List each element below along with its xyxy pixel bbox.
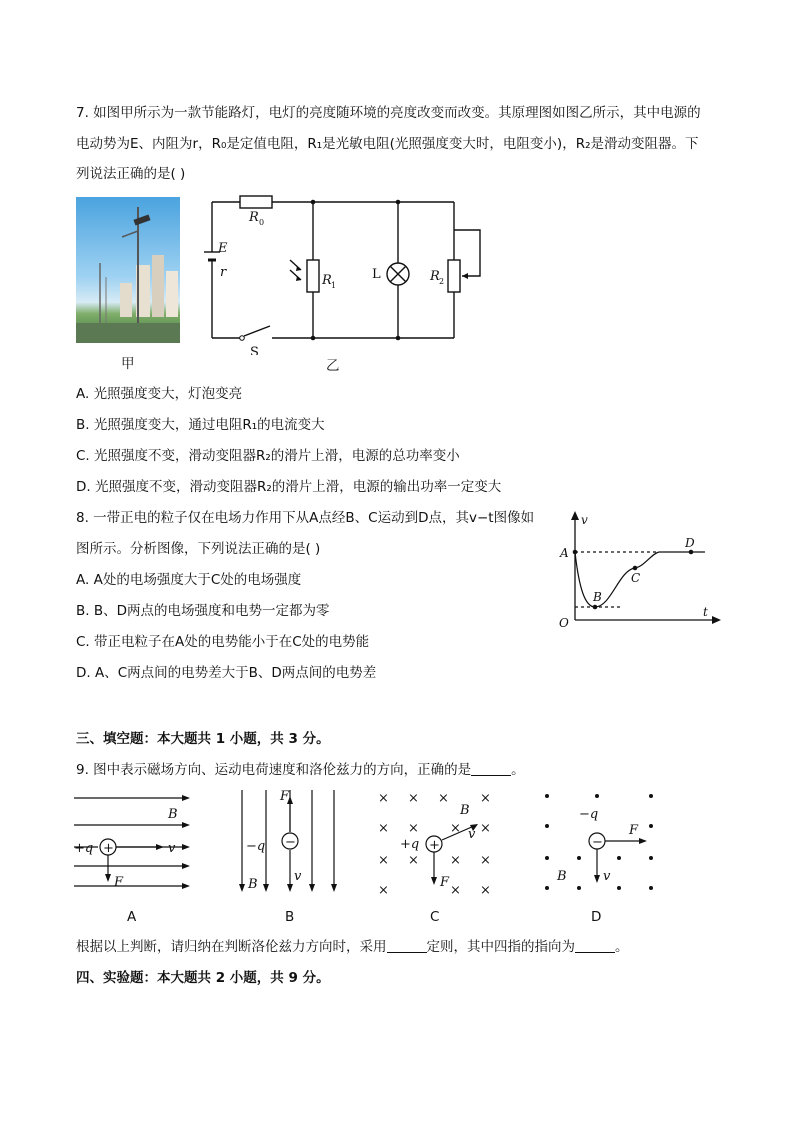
graph-point-a: A [560,546,569,560]
svg-text:×: × [408,821,419,836]
section-3-heading: 三、填空题：本大题共 1 小题，共 3 分。 [76,731,330,747]
r1-label: R [322,273,332,288]
graph-point-d: D [685,536,695,550]
q8-option-c: C. 带正电粒子在A处的电势能小于在C处的电势能 [76,634,370,650]
figure-c-label: C [430,909,440,925]
svg-text:×: × [480,883,491,898]
field-label-d: B [557,869,567,884]
r1-subscript: 1 [331,281,337,290]
circuit-diagram [198,190,498,355]
svg-text:×: × [378,883,389,898]
figure-a [70,790,200,895]
switch-label: S [250,345,259,355]
svg-text:×: × [438,791,449,806]
graph-v-label: v [581,513,588,527]
q8-option-a: A. A处的电场强度大于C处的电场强度 [76,572,302,588]
velocity-label-c: v [468,827,476,842]
svg-text:×: × [450,853,461,868]
negative-sign-d: − [592,835,603,850]
field-label-c: B [460,803,470,818]
negative-sign: − [285,835,296,850]
q7-line-3: 列说法正确的是( ) [76,166,186,182]
charge-label-d: −q [579,807,599,822]
r2-label: R [430,269,440,284]
section-4-heading: 四、实验题：本大题共 2 小题，共 9 分。 [76,970,330,986]
emf-label: E [218,241,228,256]
velocity-label-a: v [168,841,176,856]
r2-subscript: 2 [439,277,445,286]
charge-label-a: +q [74,841,94,856]
graph-origin-label: O [559,616,569,630]
svg-text:×: × [408,791,419,806]
field-label-a: B [168,807,178,822]
positive-sign-c: + [429,838,440,853]
figure-d [535,786,660,898]
q7-option-c: C. 光照强度不变，滑动变阻器R₂的滑片上滑，电源的总功率变小 [76,448,460,464]
q9-answer-blank-3[interactable] [575,938,615,953]
svg-text:×: × [450,883,461,898]
positive-sign: + [103,841,114,856]
force-label-b: F [280,789,290,804]
graph-t-label: t [703,605,708,619]
q7-line-2: 电动势为E、内阻为r，R₀是定值电阻，R₁是光敏电阻(光照强度变大时，电阻变小)，R₂是滑动变阻器。下 [76,136,699,152]
velocity-label-d: v [603,869,611,884]
force-label-a: F [114,875,124,890]
figure-c [370,786,500,898]
charge-label-c: +q [400,837,420,852]
figure-a-label: A [127,909,137,925]
svg-text:×: × [480,821,491,836]
svg-text:×: × [408,853,419,868]
q9-line-1: 9. 图中表示磁场方向、运动电荷速度和洛伦兹力的方向，正确的是 。 [76,762,525,778]
q7-line-1: 7. 如图甲所示为一款节能路灯，电灯的亮度随环境的亮度改变而改变。其原理图如图乙所示，其中电源的 [76,105,701,121]
figure-b [232,786,342,898]
q9-line-2: 根据以上判断，请归纳在判断洛伦兹力方向时，采用 定则，其中四指的指向为 。 [76,939,629,955]
figure-d-label: D [591,909,602,925]
svg-text:×: × [378,853,389,868]
svg-text:×: × [378,821,389,836]
field-label-b: B [248,877,258,892]
q7-option-d: D. 光照强度不变，滑动变阻器R₂的滑片上滑，电源的输出功率一定变大 [76,479,502,495]
graph-point-c: C [631,571,641,585]
svg-text:×: × [450,821,461,836]
svg-text:×: × [480,853,491,868]
r0-subscript: 0 [259,218,265,227]
fig-caption-yi: 乙 [326,358,340,374]
vt-graph [555,508,725,633]
q8-option-d: D. A、C两点间的电势差大于B、D两点间的电势差 [76,665,377,681]
q8-line-2: 图所示。分析图像，下列说法正确的是( ) [76,541,321,557]
q8-option-b: B. B、D两点的电场强度和电势一定都为零 [76,603,330,619]
lamp-label: L [372,267,381,282]
q7-option-a: A. 光照强度变大，灯泡变亮 [76,386,243,402]
r0-label: R [249,210,259,225]
q8-line-1: 8. 一带正电的粒子仅在电场力作用下从A点经B、C运动到D点，其v−t图像如 [76,510,535,526]
force-label-c: F [440,875,450,890]
graph-point-b: B [593,590,602,604]
q9-answer-blank-1[interactable] [471,761,511,776]
q7-option-b: B. 光照强度变大，通过电阻R₁的电流变大 [76,417,325,433]
figure-b-label: B [285,909,295,925]
street-lamp-photo [76,197,180,343]
fig-caption-jia: 甲 [121,356,135,372]
force-label-d: F [629,823,639,838]
svg-text:×: × [480,791,491,806]
velocity-label-b: v [294,869,302,884]
charge-label-b: −q [246,839,266,854]
q9-answer-blank-2[interactable] [387,938,427,953]
internal-resistance-label: r [220,265,227,280]
svg-text:×: × [378,791,389,806]
